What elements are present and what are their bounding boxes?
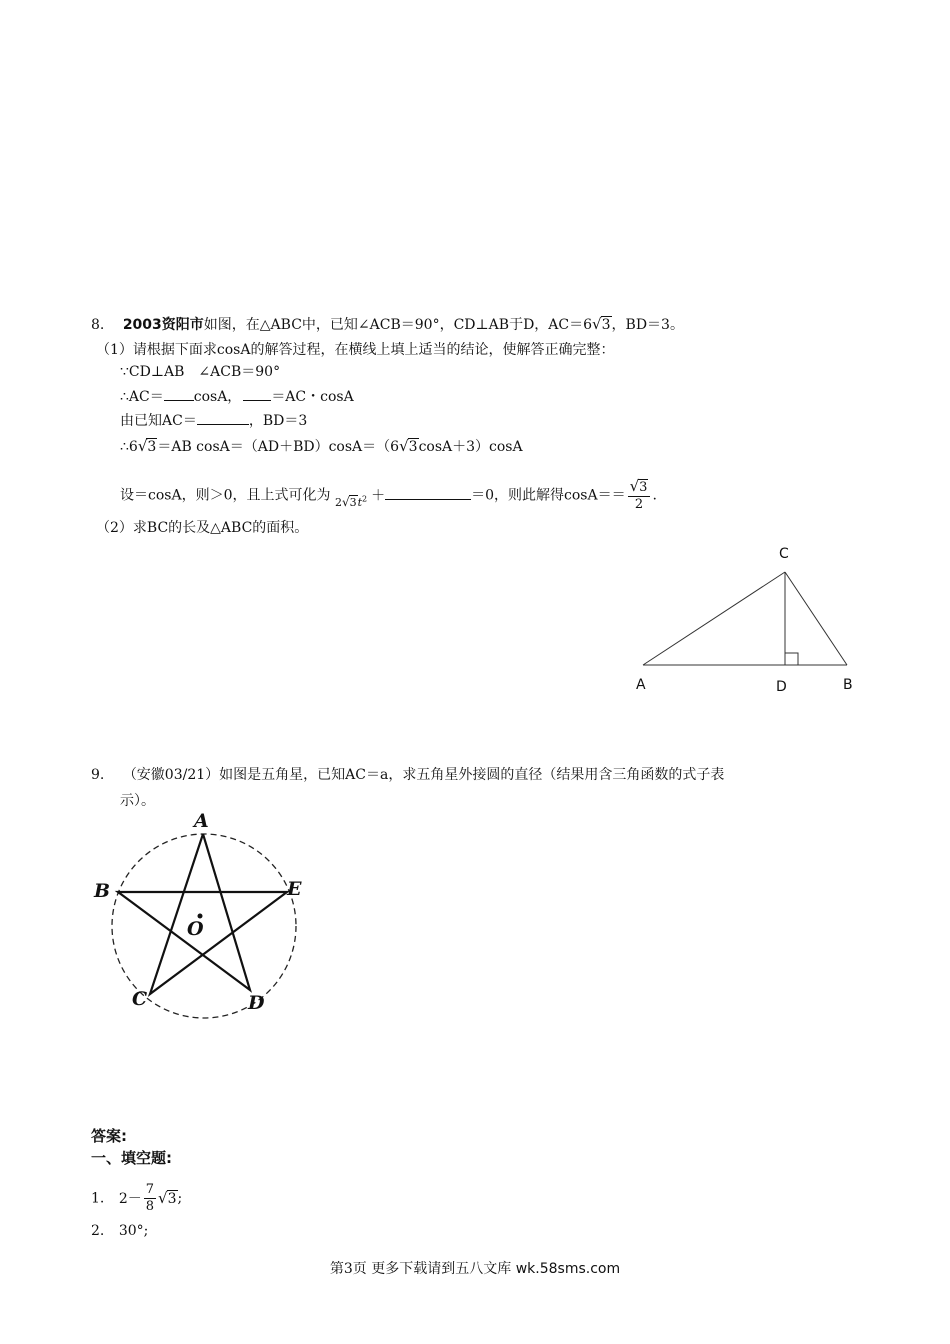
q8-stem-a: 如图，在△ABC中，已知∠ACB＝90°，CD⊥AB于D，AC＝ — [203, 317, 584, 333]
q8-step5: 设＝cosA，则＞0，且上式可化为 $_{2√3t^2}$ ＋ ＝0，则此解得cosA＝＝ $\frac{√3}{2}$ . — [120, 477, 657, 512]
q8-number: 8. — [91, 317, 105, 333]
label-c: C — [779, 546, 789, 562]
q8-step4: ∴6√3＝AB cosA＝（AD＋BD）cosA＝（6√3cosA＋3）cosA — [120, 437, 523, 455]
q8-part2: （2）求BC的长及△ABC的面积。 — [96, 520, 309, 536]
star-label-a: A — [194, 810, 209, 832]
cos-answer-fraction: $\frac{√3}{2}$ — [628, 478, 651, 513]
q8-step3: 由已知AC＝ ，BD＝3 — [120, 410, 307, 431]
label-a: A — [636, 677, 646, 693]
blank-2[interactable] — [243, 386, 271, 401]
star-label-e: E — [287, 878, 302, 900]
blank-4[interactable] — [385, 485, 471, 500]
star-label-b: B — [94, 880, 111, 902]
q8-step2: ∴AC＝ cosA， ＝AC・cosA — [120, 386, 354, 407]
answer-2: 2. 30°; — [91, 1223, 149, 1239]
blank-3[interactable] — [197, 410, 249, 425]
step5-expression: 2√3t2 — [334, 493, 368, 509]
right-angle-mark — [785, 653, 798, 665]
answers-section: 一、填空题: — [91, 1149, 172, 1167]
star-label-o: O — [187, 918, 204, 940]
blank-1[interactable] — [164, 386, 194, 401]
triangle-figure — [630, 560, 870, 680]
q8-step1: ∵CD⊥AB ∠ACB＝90° — [120, 364, 281, 380]
footer-link[interactable]: wk.58sms.com — [515, 1261, 621, 1277]
page-footer — [0, 1258, 950, 1278]
q9-text-1: 9. （安徽03/21）如图是五角星，已知AC＝a，求五角星外接圆的直径（结果用含三角函数的式子表 — [91, 767, 725, 783]
q9-text-2: 示）。 — [120, 793, 155, 809]
star-outline — [118, 834, 287, 994]
label-b: B — [843, 677, 853, 693]
side-bc — [785, 572, 847, 665]
q8-stem-b: ，BD＝3。 — [611, 317, 684, 333]
footer-text: 第3页 更多下载请到五八文库 — [329, 1261, 512, 1277]
label-d: D — [776, 679, 787, 695]
answers-heading: 答案: — [91, 1127, 127, 1145]
q8-part1: （1）请根据下面求cosA的解答过程，在横线上填上适当的结论，使解答正确完整： — [96, 342, 615, 358]
answer-1: 1. 2－ $\frac{7}{8}$ √3; — [91, 1182, 183, 1214]
star-label-d: D — [248, 992, 265, 1014]
q8-source: 2003资阳市 — [122, 317, 204, 333]
q8-ac-value: 6√3 — [583, 315, 611, 333]
q8-stem — [91, 314, 684, 335]
side-ac — [643, 572, 785, 665]
star-label-c: C — [132, 988, 148, 1010]
